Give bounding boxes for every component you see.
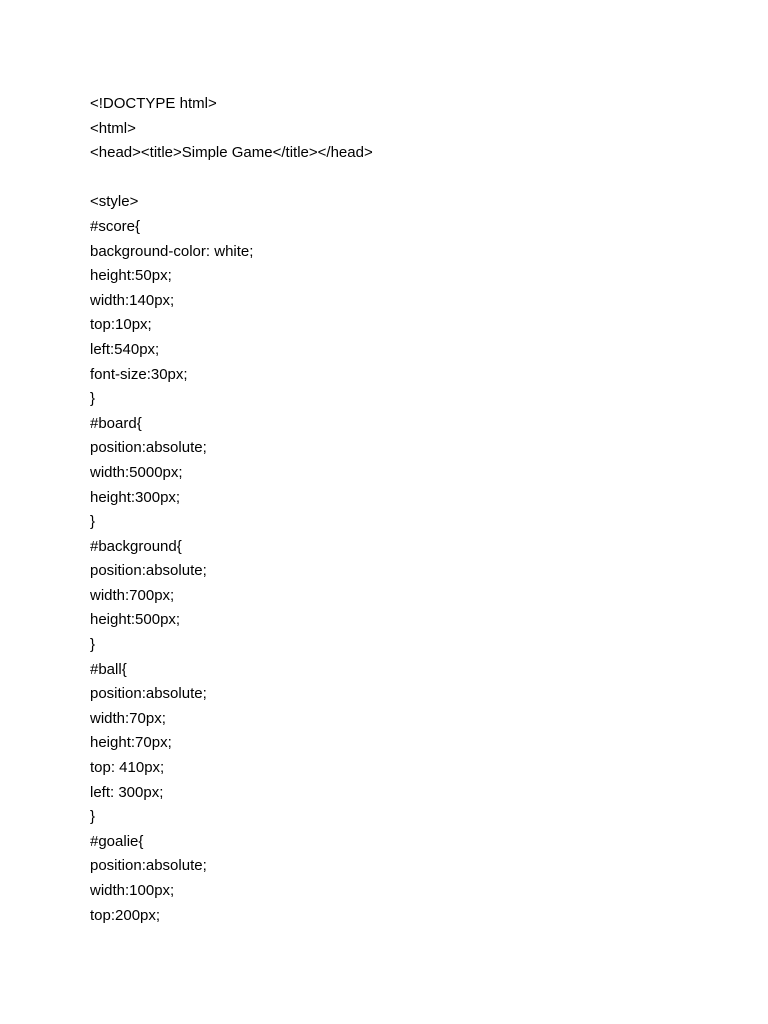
code-line: top:200px; [90,906,161,924]
code-line: background-color: white; [90,242,254,260]
code-line: } [90,390,96,408]
code-line: #ball{ [90,660,127,678]
code-line: height:300px; [90,488,181,506]
code-line: top: 410px; [90,759,165,777]
code-line: } [90,636,96,654]
code-line: width:700px; [90,586,175,604]
code-line: #score{ [90,217,141,235]
code-line: width:70px; [90,709,166,727]
code-line: width:140px; [90,291,175,309]
code-line: width:100px; [90,882,175,899]
code-line: top:10px; [90,316,152,334]
code-line: #board{ [90,414,142,432]
code-line: position:absolute; [90,439,207,457]
code-line: <html> [90,119,136,137]
code-line: } [90,808,96,826]
code-line: #goalie{ [90,832,144,850]
code-line: <style> [90,193,139,211]
code-line [90,166,690,191]
code-line: left:540px; [90,340,160,358]
code-line: width:5000px; [90,463,183,481]
code-line: <!DOCTYPE html> [90,95,217,112]
code-line: height:70px; [90,734,172,752]
code-text-block [90,92,690,928]
code-line: #background{ [90,537,182,555]
code-line: height:50px; [90,267,172,285]
code-line: height:500px; [90,611,181,629]
code-line: position:absolute; [90,562,207,580]
code-line: position:absolute; [90,857,207,875]
code-line: position:absolute; [90,685,207,703]
code-line: } [90,513,96,531]
code-line: <head><title>Simple Game</title></head> [90,144,373,162]
code-line: font-size:30px; [90,365,188,383]
code-line: left: 300px; [90,783,164,801]
